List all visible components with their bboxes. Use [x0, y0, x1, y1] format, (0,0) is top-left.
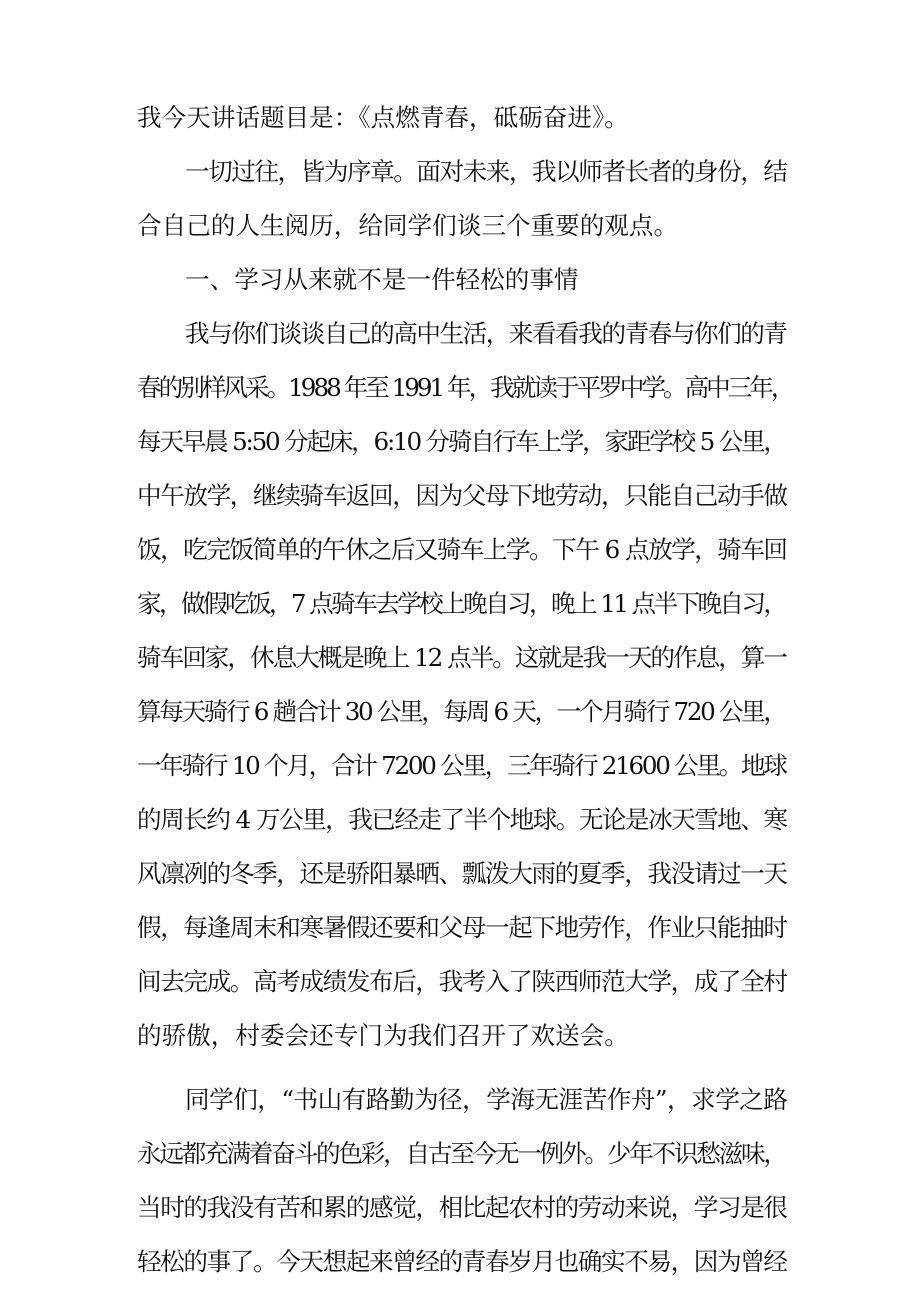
text-line: 永远都充满着奋斗的色彩，自古至今无一例外。少年不识愁滋味， [137, 1139, 786, 1168]
text-line: 骑车回家，休息大概是晚上 12 点半。这就是我一天的作息，算一 [137, 643, 786, 672]
text-line: 算每天骑行 6 趟合计 30 公里，每周 6 天，一个月骑行 720 公里， [137, 697, 786, 726]
text-line: 间去完成。高考成绩发布后，我考入了陕西师范大学，成了全村 [137, 967, 787, 996]
text-line: 我与你们谈谈自己的高中生活，来看看我的青春与你们的青 [185, 319, 787, 348]
text-line: 风凛冽的冬季，还是骄阳暴晒、瓢泼大雨的夏季，我没请过一天 [137, 859, 787, 888]
text-line: 一切过往，皆为序章。面对未来，我以师者长者的身份，结 [185, 157, 787, 186]
text-line: 轻松的事了。今天想起来曾经的青春岁月也确实不易，因为曾经 [137, 1247, 787, 1276]
text-line: 春的别样风采。1988 年至 1991 年，我就读于平罗中学。高中三年， [137, 373, 793, 402]
text-line: 饭，吃完饭简单的午休之后又骑车上学。下午 6 点放学，骑车回 [137, 535, 787, 564]
text-line: 的骄傲，村委会还专门为我们召开了欢送会。 [137, 1021, 629, 1050]
text-line: 中午放学，继续骑车返回，因为父母下地劳动，只能自己动手做 [137, 481, 787, 510]
text-line: 家，做假吃饭，7 点骑车去学校上晚自习，晚上 11 点半下晚自习， [137, 589, 786, 618]
text-line: 同学们，“书山有路勤为径，学海无涯苦作舟”，求学之路 [185, 1085, 788, 1114]
text-line: 的周长约 4 万公里，我已经走了半个地球。无论是冰天雪地、寒 [137, 805, 787, 834]
text-line: 合自己的人生阅历，给同学们谈三个重要的观点。 [137, 211, 679, 240]
text-line: 一年骑行 10 个月，合计 7200 公里，三年骑行 21600 公里。地球 [137, 751, 786, 780]
text-line: 我今天讲话题目是：《点燃青春，砥砺奋进》。 [137, 103, 629, 132]
text-line: 当时的我没有苦和累的感觉，相比起农村的劳动来说，学习是很 [137, 1193, 787, 1222]
text-line: 假，每逢周末和寒暑假还要和父母一起下地劳作，作业只能抽时 [137, 913, 787, 942]
text-line: 一、学习从来就不是一件轻松的事情 [185, 265, 579, 294]
text-line: 每天早晨 5:50 分起床，6:10 分骑自行车上学，家距学校 5 公里， [137, 427, 786, 456]
